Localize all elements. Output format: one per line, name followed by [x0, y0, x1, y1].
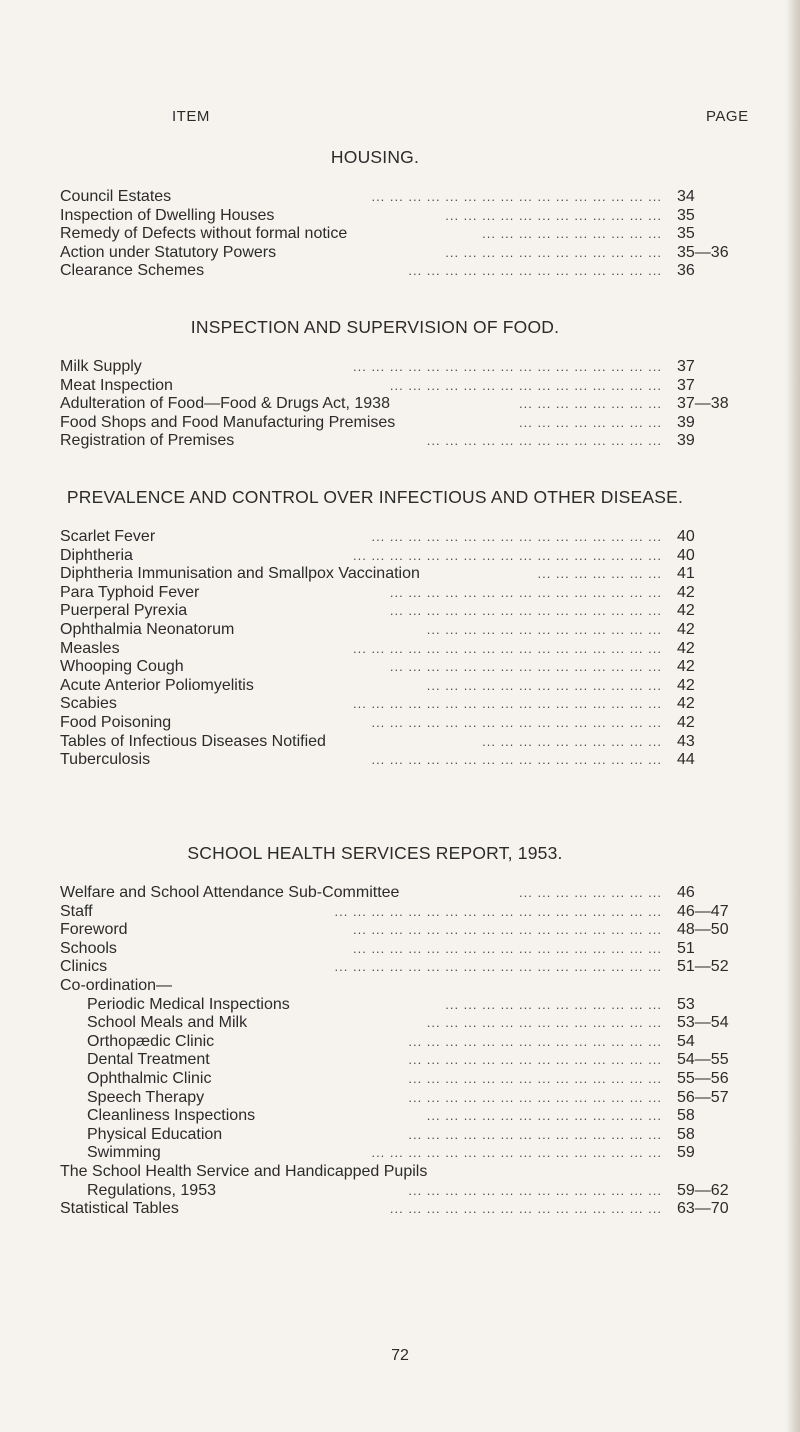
toc-entry-label: Council Estates [60, 188, 172, 205]
toc-entry [60, 244, 760, 263]
toc-entry [60, 584, 760, 603]
dot-leader: ... ... ... ... ... ... ... ... ... ... [482, 733, 662, 749]
toc-entry [60, 903, 760, 922]
dot-leader: ... ... ... ... ... ... ... ... ... ... [482, 226, 662, 242]
dot-leader: ... ... ... ... ... ... ... ... ... ... ... ... ... ... ... ... [371, 189, 662, 204]
toc-entry-label: Regulations, 1953 [87, 1181, 216, 1199]
toc-entry [60, 751, 760, 770]
section-title: HOUSING. [330, 147, 420, 167]
item-column-label: ITEM [172, 108, 210, 125]
column-header [0, 108, 800, 132]
toc-entry-label: Measles [60, 639, 120, 657]
dot-leader: ... ... ... ... ... ... ... ... ... ... ... ... ... [426, 621, 662, 637]
dot-leader: ... ... ... ... ... ... ... ... ... ... ... ... ... ... ... ... [371, 714, 662, 730]
toc-entry-page: 55—56 [677, 1069, 729, 1087]
dot-leader: ... ... ... ... ... ... ... ... ... ... ... ... ... ... ... ... ... [353, 640, 662, 656]
section-title: PREVALENCE AND CONTROL OVER INFECTIOUS AND OTHER DISEASE. [66, 487, 684, 507]
toc-entry-page: 51—52 [677, 958, 729, 976]
toc-entry-label: Para Typhoid Fever [60, 583, 200, 601]
toc-entry-page: 53—54 [677, 1014, 729, 1032]
toc-entry [60, 188, 760, 207]
toc-entry-label: Puerperal Pyrexia [60, 602, 188, 620]
toc-entry [60, 733, 760, 752]
section-infectious-disease [60, 487, 760, 770]
toc-entry [60, 1107, 760, 1126]
toc-entry-page: 44 [677, 751, 695, 769]
toc-entry-label: Diphtheria Immunisation and Smallpox Vaccination [60, 565, 420, 583]
toc-entry [60, 432, 760, 451]
toc-entry [60, 1200, 760, 1219]
toc-entry-page: 34 [677, 188, 695, 205]
toc-entry-label: Periodic Medical Inspections [87, 995, 290, 1013]
toc-entry-label: Co-ordination— [60, 976, 173, 994]
toc-entry [60, 677, 760, 696]
dot-leader: ... ... ... ... ... ... ... ... ... ... ... ... ... ... ... ... ... [353, 940, 662, 956]
toc-entry [60, 695, 760, 714]
section-housing [60, 147, 760, 281]
toc-entry [60, 1014, 760, 1033]
toc-entry-label: Food Poisoning [60, 713, 172, 731]
toc-entry-page: 42 [677, 583, 695, 601]
toc-entry [60, 977, 760, 996]
toc-entry-page: 42 [677, 676, 695, 694]
toc-entry [60, 1144, 760, 1163]
toc-entry-label: Orthopædic Clinic [87, 1032, 215, 1050]
toc-entry [60, 1070, 760, 1089]
toc-entry-page: 39 [677, 413, 695, 431]
toc-entry [60, 1182, 760, 1201]
toc-entry [60, 921, 760, 940]
section-school-health [60, 843, 760, 1219]
toc-entry-label: The School Health Service and Handicapped Pupils [60, 1162, 428, 1180]
dot-leader: ... ... ... ... ... ... ... ... ... ... ... ... ... [426, 1015, 662, 1031]
dot-leader: ... ... ... ... ... ... ... ... ... ... ... ... ... ... ... ... ... [353, 547, 662, 563]
toc-entry-page: 63—70 [677, 1200, 729, 1218]
toc-entry-label: Speech Therapy [87, 1088, 205, 1106]
toc-entry-label: Food Shops and Food Manufacturing Premises [60, 413, 396, 431]
section-food-inspection [60, 317, 760, 451]
dot-leader: ... ... ... ... ... ... ... ... ... ... ... ... ... ... [408, 1052, 662, 1068]
dot-leader: ... ... ... ... ... ... ... ... ... ... ... ... ... [426, 433, 662, 449]
section-title: SCHOOL HEALTH SERVICES REPORT, 1953. [187, 843, 563, 863]
toc-entry-page: 56—57 [677, 1088, 729, 1106]
toc-entry-label: Scabies [60, 695, 117, 713]
toc-entry-page: 42 [677, 602, 695, 620]
dot-leader: ... ... ... ... ... ... ... ... ... ... ... ... ... ... ... ... ... [353, 696, 662, 712]
toc-entry-page: 54 [677, 1032, 695, 1050]
dot-leader: ... ... ... ... ... ... ... ... ... ... ... ... ... ... [408, 1033, 662, 1049]
dot-leader: ... ... ... ... ... ... ... ... ... ... ... ... ... ... ... [389, 1201, 662, 1217]
dot-leader: ... ... ... ... ... ... ... ... ... ... ... ... [445, 996, 662, 1012]
toc-entry [60, 1051, 760, 1070]
toc-entry-label: Whooping Cough [60, 658, 184, 676]
toc-entry [60, 262, 760, 281]
toc-entry-label: Ophthalmic Clinic [87, 1069, 212, 1087]
dot-leader: ... ... ... ... ... ... ... ... ... ... ... ... ... ... [408, 1182, 662, 1198]
toc-entry [60, 358, 760, 377]
page-number: 72 [391, 1347, 409, 1364]
toc-entry [60, 884, 760, 903]
dot-leader: ... ... ... ... ... ... ... ... ... ... ... ... ... ... [408, 263, 662, 279]
toc-entry-label: Remedy of Defects without formal notice [60, 225, 348, 243]
toc-entry-label: Physical Education [87, 1125, 223, 1143]
toc-entry-page: 51 [677, 939, 695, 957]
toc-entry [60, 395, 760, 414]
toc-entry-page: 43 [677, 732, 695, 750]
toc-entry-label: Dental Treatment [87, 1051, 210, 1069]
toc-entry-page: 37 [677, 358, 695, 375]
toc-entry [60, 1089, 760, 1108]
toc-entry-label: Tables of Infectious Diseases Notified [60, 732, 326, 750]
toc-entry-label: Diphtheria [60, 546, 133, 564]
toc-entry-page: 53 [677, 995, 695, 1013]
toc-entry [60, 640, 760, 659]
toc-entry-label: Clearance Schemes [60, 262, 205, 280]
toc-entry [60, 658, 760, 677]
toc-entry [60, 1126, 760, 1145]
dot-leader: ... ... ... ... ... ... ... ... ... ... ... ... ... ... [408, 1070, 662, 1086]
toc-entry [60, 621, 760, 640]
dot-leader: ... ... ... ... ... ... ... ... ... ... ... ... ... [426, 677, 662, 693]
toc-entry-label: Statistical Tables [60, 1200, 179, 1218]
dot-leader: ... ... ... ... ... ... ... ... [519, 414, 662, 430]
toc-entry [60, 565, 760, 584]
toc-entry-page: 37—38 [677, 395, 729, 413]
dot-leader: ... ... ... ... ... ... ... ... ... ... ... ... ... ... ... [389, 603, 662, 619]
toc-entry-label: Inspection of Dwelling Houses [60, 206, 275, 224]
dot-leader: ... ... ... ... ... ... ... ... ... ... ... ... ... ... ... [389, 377, 662, 393]
toc-entry-page: 40 [677, 528, 695, 545]
toc-entry [60, 1033, 760, 1052]
toc-entry-page: 46 [677, 884, 695, 901]
toc-entry [60, 207, 760, 226]
dot-leader: ... ... ... ... ... ... ... ... [519, 885, 662, 900]
toc-entry-label: Foreword [60, 921, 128, 939]
dot-leader: ... ... ... ... ... ... ... ... ... ... ... ... ... ... ... ... [371, 529, 662, 544]
dot-leader: ... ... ... ... ... ... ... ... [519, 396, 662, 412]
toc-entry-page: 59 [677, 1144, 695, 1162]
toc-entry-label: Acute Anterior Poliomyelitis [60, 676, 254, 694]
toc-entry-label: Clinics [60, 958, 108, 976]
toc-entry [60, 225, 760, 244]
dot-leader: ... ... ... ... ... ... ... ... ... ... ... ... ... ... ... [389, 659, 662, 675]
toc-entry-page: 42 [677, 658, 695, 676]
toc-entry-label: Adulteration of Food—Food & Drugs Act, 1938 [60, 395, 390, 413]
section-title: INSPECTION AND SUPERVISION OF FOOD. [190, 317, 560, 337]
toc-entry [60, 714, 760, 733]
toc-entry-label: Action under Statutory Powers [60, 243, 277, 261]
toc-entry-label: Cleanliness Inspections [87, 1107, 256, 1125]
page-edge-shadow [786, 0, 800, 1432]
dot-leader: ... ... ... ... ... ... ... ... ... ... ... ... ... ... ... ... [371, 1145, 662, 1161]
dot-leader: ... ... ... ... ... ... ... [537, 566, 662, 582]
toc-entry-page: 58 [677, 1125, 695, 1143]
toc-entry-label: Swimming [87, 1144, 161, 1162]
toc-entry-page: 35 [677, 225, 695, 243]
toc-entry-page: 35—36 [677, 243, 729, 261]
toc-entry-page: 41 [677, 565, 695, 583]
dot-leader: ... ... ... ... ... ... ... ... ... ... ... ... ... ... [408, 1089, 662, 1105]
toc-entry-label: Registration of Premises [60, 432, 235, 450]
toc-entry-label: Scarlet Fever [60, 528, 156, 545]
toc-entry-page: 36 [677, 262, 695, 280]
toc-entry [60, 958, 760, 977]
toc-entry-page: 46—47 [677, 902, 729, 920]
toc-entry-label: Schools [60, 939, 117, 957]
toc-entry [60, 1163, 760, 1182]
toc-entry-label: Staff [60, 902, 93, 920]
toc-entry-page: 40 [677, 546, 695, 564]
toc-entry-label: School Meals and Milk [87, 1014, 248, 1032]
toc-entry [60, 547, 760, 566]
toc-entry-page: 54—55 [677, 1051, 729, 1069]
toc-entry [60, 377, 760, 396]
toc-entry [60, 414, 760, 433]
toc-entry-label: Tuberculosis [60, 751, 151, 769]
dot-leader: ... ... ... ... ... ... ... ... ... ... ... ... ... ... ... ... ... [353, 922, 662, 938]
dot-leader: ... ... ... ... ... ... ... ... ... ... ... ... ... [426, 1108, 662, 1124]
toc-entry-page: 42 [677, 695, 695, 713]
toc-entry [60, 602, 760, 621]
dot-leader: ... ... ... ... ... ... ... ... ... ... ... ... ... ... [408, 1126, 662, 1142]
toc-entry-page: 58 [677, 1107, 695, 1125]
toc-entry-label: Meat Inspection [60, 376, 173, 394]
toc-entry-page: 37 [677, 376, 695, 394]
toc-entry-page: 59—62 [677, 1181, 729, 1199]
toc-entry-label: Ophthalmia Neonatorum [60, 620, 235, 638]
page-column-label: PAGE [706, 108, 749, 125]
dot-leader: ... ... ... ... ... ... ... ... ... ... ... ... ... ... ... ... ... [353, 359, 662, 374]
toc-entry-label: Milk Supply [60, 358, 142, 375]
dot-leader: ... ... ... ... ... ... ... ... ... ... ... ... ... ... ... ... [371, 752, 662, 768]
toc-entry [60, 940, 760, 959]
dot-leader: ... ... ... ... ... ... ... ... ... ... ... ... ... ... ... ... ... ... [334, 903, 662, 919]
toc-entry-page: 48—50 [677, 921, 729, 939]
toc-entry [60, 996, 760, 1015]
dot-leader: ... ... ... ... ... ... ... ... ... ... ... ... ... ... ... ... ... ... [334, 959, 662, 975]
toc-entry-page: 39 [677, 432, 695, 450]
dot-leader: ... ... ... ... ... ... ... ... ... ... ... ... [445, 244, 662, 260]
toc-entry-page: 35 [677, 206, 695, 224]
dot-leader: ... ... ... ... ... ... ... ... ... ... ... ... [445, 207, 662, 223]
toc-entry [60, 528, 760, 547]
toc-entry-page: 42 [677, 639, 695, 657]
toc-entry-page: 42 [677, 713, 695, 731]
toc-entry-label: Welfare and School Attendance Sub-Committee [60, 884, 400, 901]
toc-entry-page: 42 [677, 620, 695, 638]
dot-leader: ... ... ... ... ... ... ... ... ... ... ... ... ... ... ... [389, 584, 662, 600]
